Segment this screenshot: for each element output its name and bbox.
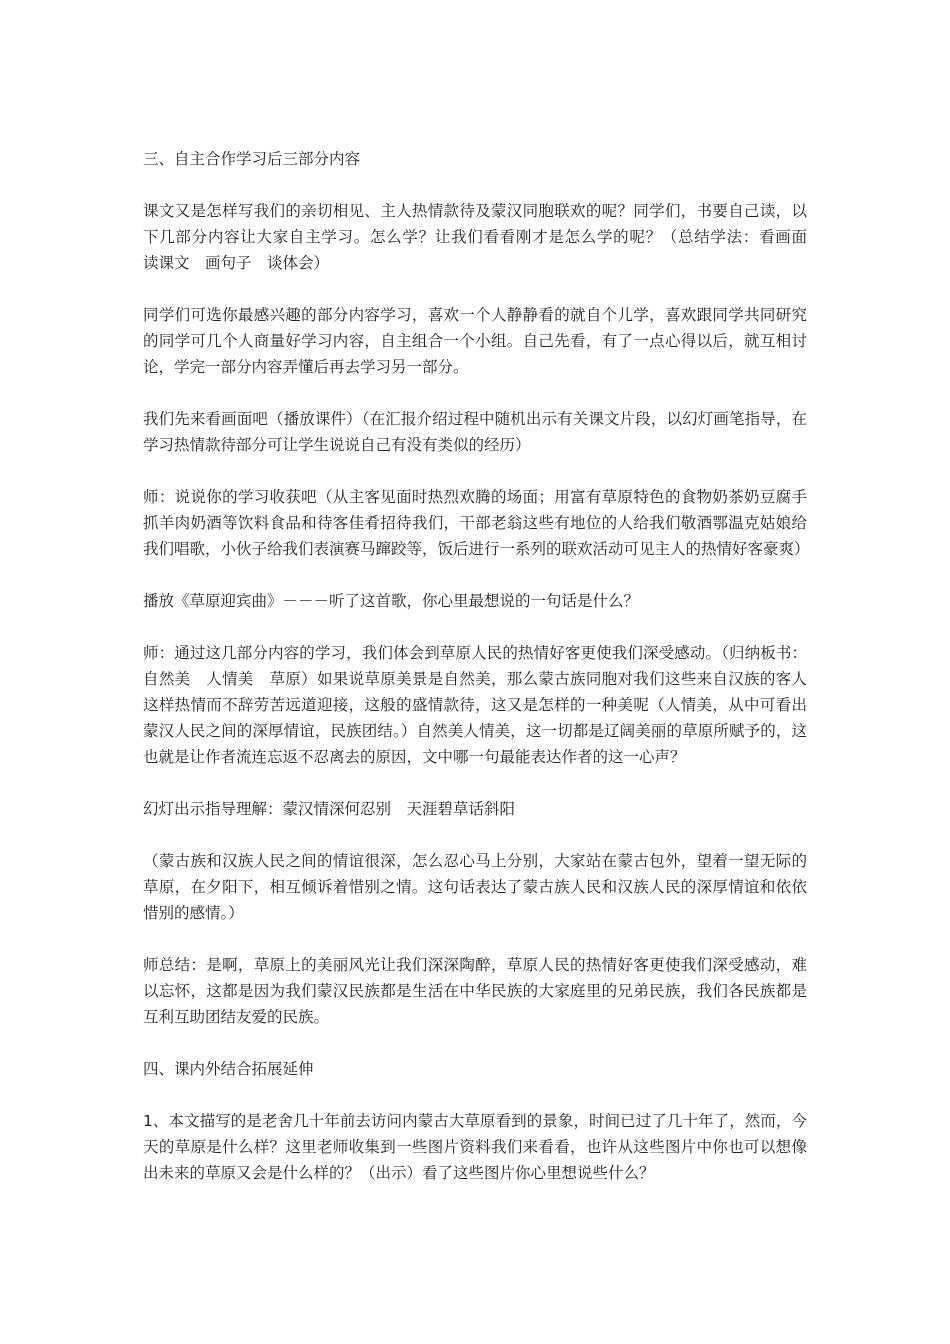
section-heading-4: 四、课内外结合拓展延伸 — [143, 1060, 314, 1078]
section-heading-3: 三、自主合作学习后三部分内容 — [143, 150, 361, 168]
paragraph: 同学们可选你最感兴趣的部分内容学习，喜欢一个人静静看的就自个儿学，喜欢跟同学共同研究的同学可几个人商量好学习内容，自主组合一个小组。自己先看，有了一点心得以后，就互相讨论，学完一部分内容弄懂后再去学习另一部分。 — [143, 306, 807, 376]
paragraph: 师总结：是啊，草原上的美丽风光让我们深深陶醉，草原人民的热情好客更使我们深受感动，难以忘怀，这都是因为我们蒙汉民族都是生活在中华民族的大家庭里的兄弟民族，我们各民族都是互利互助团结友爱的民族。 — [143, 956, 807, 1026]
paragraph: 课文又是怎样写我们的亲切相见、主人热情款待及蒙汉同胞联欢的呢？同学们，书要自己读，以下几部分内容让大家自主学习。怎么学？让我们看看刚才是怎么学的呢？（总结学法：看画面 读课文 画句子 谈体会） — [143, 202, 823, 272]
paragraph: 播放《草原迎宾曲》－－－听了这首歌，你心里最想说的一句话是什么？ — [143, 592, 640, 610]
paragraph: 师：说说你的学习收获吧（从主客见面时热烈欢腾的场面；用富有草原特色的食物奶茶奶豆腐手抓羊肉奶酒等饮料食品和待客佳肴招待我们，干部老翁这些有地位的人给我们敬酒鄂温克姑娘给我们唱歌，小伙子给我们表演赛马蹿跤等，饭后进行一系列的联欢活动可见主人的热情好客豪爽） — [143, 488, 810, 558]
paragraph: （蒙古族和汉族人民之间的情谊很深，怎么忍心马上分别，大家站在蒙古包外，望着一望无际的草原，在夕阳下，相互倾诉着惜别之情。这句话表达了蒙古族人民和汉族人民的深厚情谊和依依惜别的感情。） — [143, 852, 807, 922]
paragraph: 我们先来看画面吧（播放课件）（在汇报介绍过程中随机出示有关课文片段，以幻灯画笔指导，在学习热情款待部分可让学生说说自己有没有类似的经历） — [143, 410, 807, 454]
document-page — [143, 146, 823, 1212]
paragraph: 师：通过这几部分内容的学习，我们体会到草原人民的热情好客更使我们深受感动。（归纳板书：自然美 人情美 草原）如果说草原美景是自然美，那么蒙古族同胞对我们这些来自汉族的客人这样热情而不辞劳苦远道迎接，这般的盛情款待，这又是怎样的一种美呢（人情美，从中可看出蒙汉人民之间的深厚情谊，民族团结。）自然美人情美，这一切都是辽阔美丽的草原所赋予的，这也就是让作者流连忘返不忍离去的原因，文中哪一句最能表达作者的这一心声？ — [143, 644, 807, 766]
paragraph: 幻灯出示指导理解：蒙汉情深何忍别 天涯碧草话斜阳 — [143, 800, 516, 818]
paragraph: 1、本文描写的是老舍几十年前去访问内蒙古大草原看到的景象，时间已过了几十年了，然而，今天的草原是什么样？这里老师收集到一些图片资料我们来看看，也许从这些图片中你也可以想像出未来的草原又会是什么样的？（出示）看了这些图片你心里想说些什么？ — [143, 1112, 807, 1182]
